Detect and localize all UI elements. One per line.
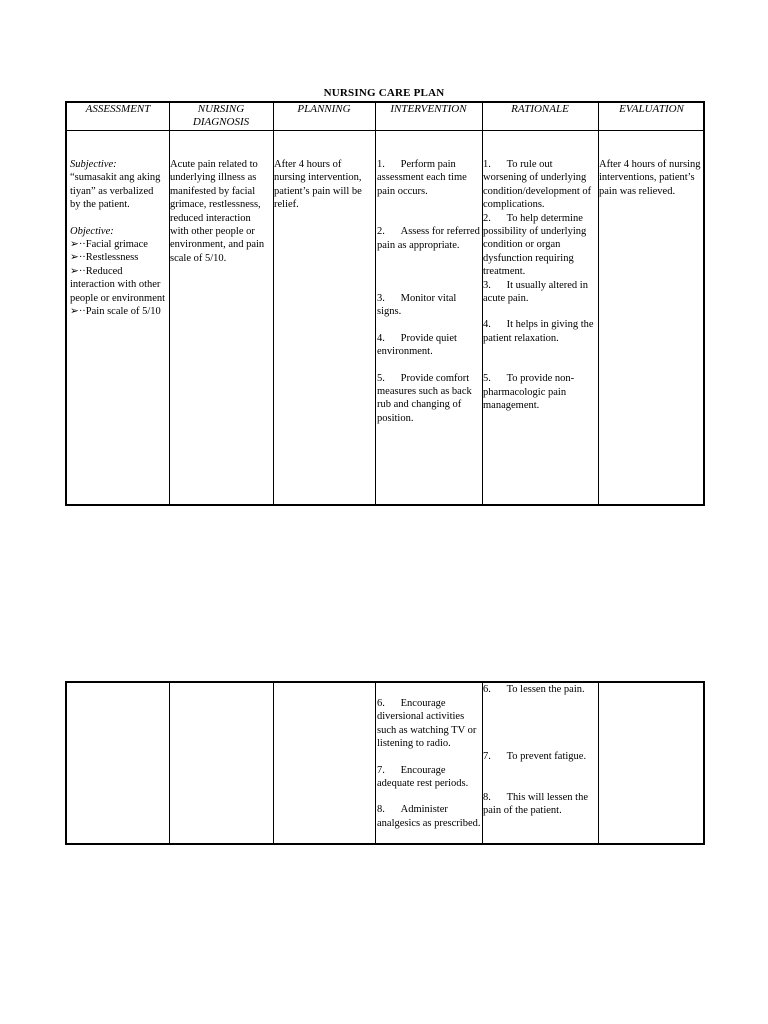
header-nursing-diagnosis — [169, 103, 273, 129]
rationale-item: 2. To help determine possibility of underlying condition or organ dysfunction requiring treatment. — [483, 212, 587, 278]
header-diagnosis-line2: DIAGNOSIS — [192, 116, 250, 128]
subjective-text: “sumasakit ang aking tiyan” as verbalized by the patient. — [70, 172, 161, 211]
header-rationale: RATIONALE — [511, 103, 569, 115]
rationale-item: 4. It helps in giving the patient relaxation. — [483, 319, 594, 344]
objective-item: ➢··Reduced interaction with other people or environment — [70, 265, 166, 304]
intervention-item: 8. Administer analgesics as prescribed. — [377, 804, 481, 829]
care-plan-table — [65, 101, 705, 506]
rationale-item: 7. To prevent fatigue. — [483, 751, 587, 763]
column-divider — [375, 103, 376, 504]
rationale-item: 5. To provide non-pharmacologic pain management. — [483, 373, 575, 412]
column-divider — [273, 683, 274, 843]
intervention-cell-continued — [377, 697, 481, 830]
subjective-label: Subjective: — [70, 159, 117, 170]
care-plan-table-continued — [65, 681, 705, 845]
diagnosis-cell: Acute pain related to underlying illness as manifested by facial grimace, restlessness, reduced interaction with other people or environment, and pain scale of 5/10. — [170, 159, 265, 264]
rationale-item: 6. To lessen the pain. — [483, 684, 585, 695]
intervention-item: 4. Provide quiet environment. — [377, 332, 457, 358]
rationale-item: 1. To rule out worsening of underlying condition/development of complications. — [483, 159, 592, 211]
rationale-item: 3. It usually altered in acute pain. — [483, 279, 588, 305]
assessment-cell — [70, 158, 166, 318]
header-divider — [67, 130, 703, 131]
header-assessment: ASSESSMENT — [85, 103, 151, 115]
intervention-item: 1. Perform pain assessment each time pain occurs. — [377, 159, 467, 197]
objective-item: ➢··Facial grimace — [70, 239, 148, 251]
intervention-item: 2. Assess for referred pain as appropriate. — [377, 226, 480, 251]
bullet-arrow-icon: ➢ — [70, 306, 79, 318]
rationale-cell — [483, 158, 597, 413]
header-planning: PLANNING — [297, 103, 351, 115]
objective-item: ➢··Pain scale of 5/10 — [70, 306, 161, 318]
bullet-arrow-icon: ➢ — [70, 252, 79, 264]
planning-cell: After 4 hours of nursing intervention, patient’s pain will be relief. — [274, 159, 362, 211]
evaluation-cell: After 4 hours of nursing interventions, patient’s pain was relieved. — [599, 159, 701, 197]
header-evaluation: EVALUATION — [619, 103, 684, 115]
objective-list — [70, 238, 166, 318]
column-divider — [375, 683, 376, 843]
rationale-item: 8. This will lessen the pain of the patient. — [483, 791, 588, 817]
header-intervention: INTERVENTION — [390, 103, 467, 115]
intervention-item: 7. Encourage adequate rest periods. — [377, 764, 469, 790]
intervention-item: 3. Monitor vital signs. — [377, 293, 457, 318]
intervention-item: 5. Provide comfort measures such as back rub and changing of position. — [377, 372, 472, 424]
bullet-arrow-icon: ➢ — [70, 239, 79, 251]
header-diagnosis-line1: NURSING — [197, 103, 245, 115]
column-divider — [169, 683, 170, 843]
document-title: NURSING CARE PLAN — [323, 87, 445, 99]
bullet-arrow-icon: ➢ — [70, 265, 79, 277]
objective-item: ➢··Restlessness — [70, 252, 139, 264]
rationale-cell-continued — [483, 683, 597, 818]
intervention-cell — [377, 158, 481, 425]
objective-label: Objective: — [70, 225, 114, 237]
column-divider — [598, 683, 599, 843]
intervention-item: 6. Encourage diversional activities such as watching TV or listening to radio. — [377, 698, 477, 750]
